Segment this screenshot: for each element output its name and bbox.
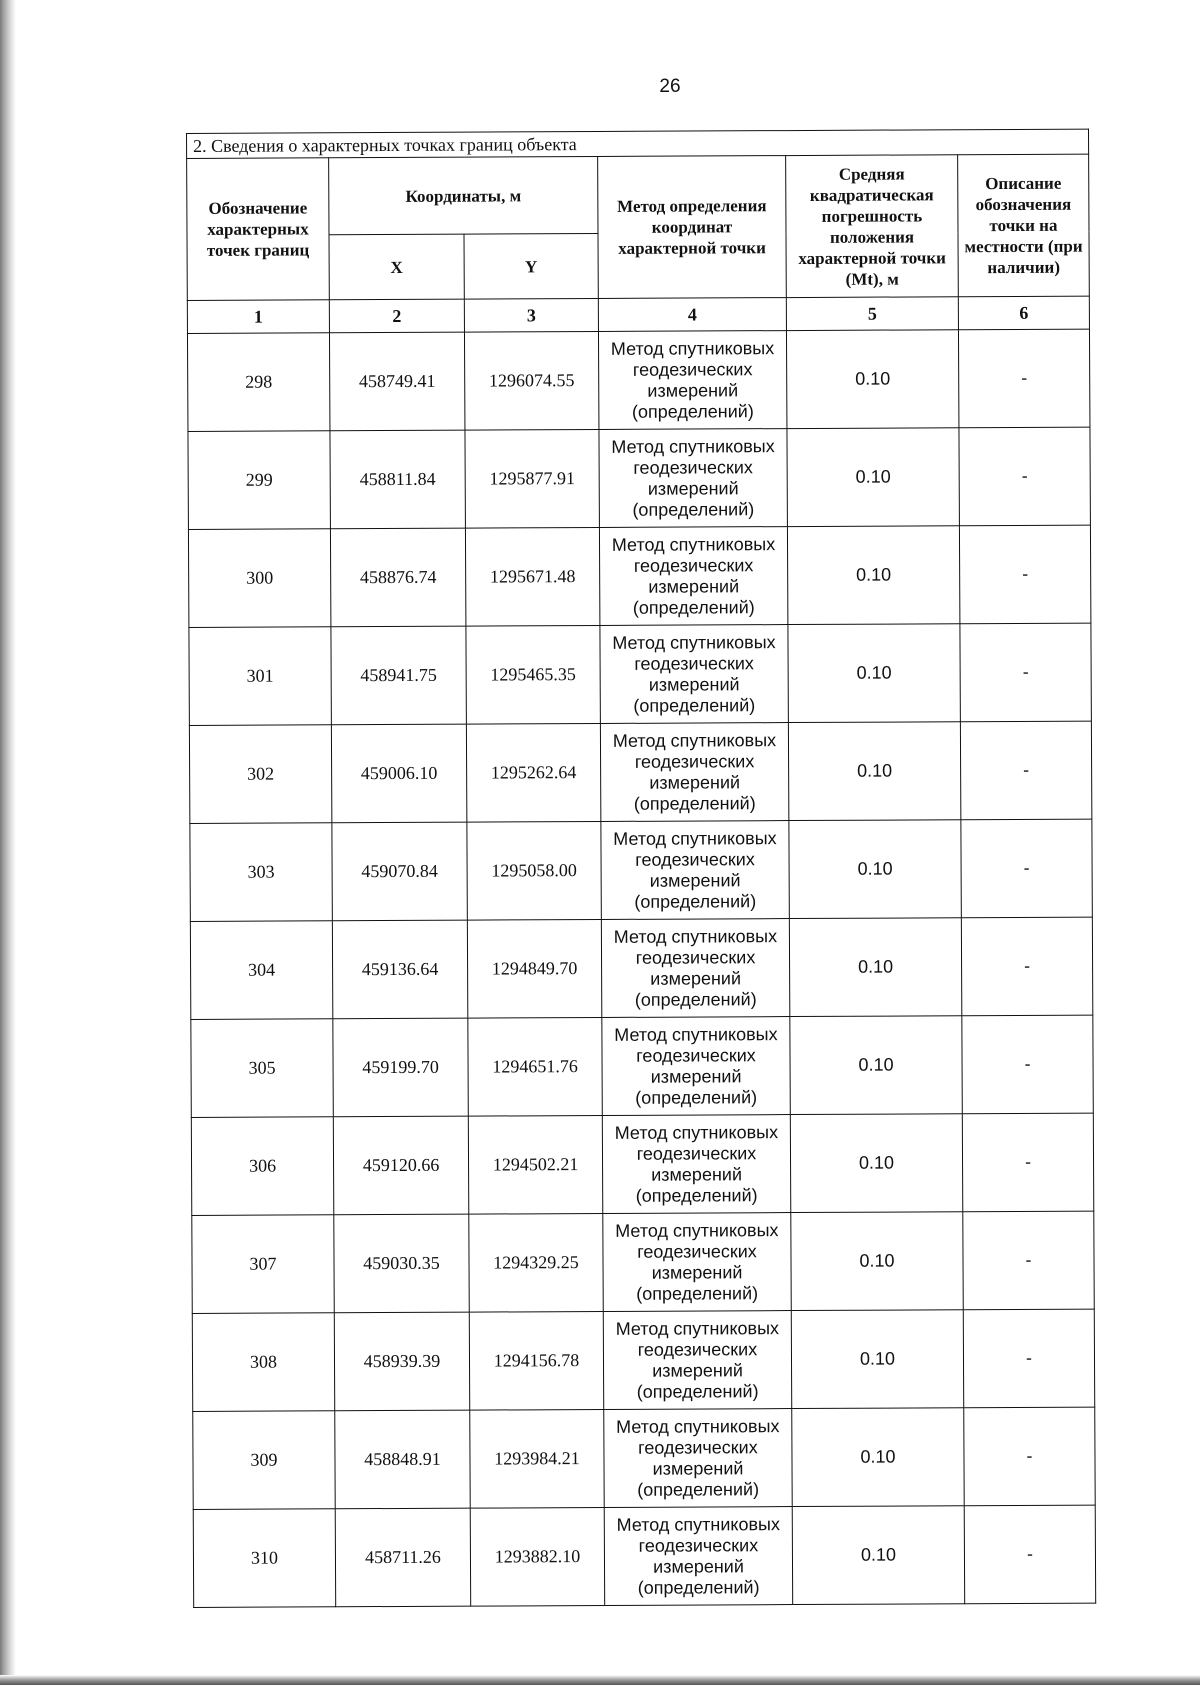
- cell-method: Метод спутниковых геодезических измерений (определений): [598, 331, 786, 430]
- cell-coord-x: 459030.35: [334, 1214, 469, 1313]
- header-method: Метод определения координат характерной точки: [598, 156, 787, 299]
- cell-coord-y: 1295877.91: [465, 429, 599, 528]
- cell-point-id: 307: [192, 1215, 334, 1314]
- cell-description: -: [963, 1211, 1095, 1310]
- cell-accuracy: 0.10: [787, 526, 959, 625]
- cell-accuracy: 0.10: [790, 1114, 962, 1213]
- table-row: [189, 721, 1091, 823]
- column-number: 1: [187, 300, 329, 334]
- cell-method: Метод спутниковых геодезических измерений (определений): [599, 429, 787, 528]
- column-number: 5: [786, 297, 958, 331]
- cell-accuracy: 0.10: [786, 330, 958, 429]
- page-number: 26: [659, 76, 681, 97]
- cell-method: Метод спутниковых геодезических измерений (определений): [600, 625, 788, 724]
- table-row: [192, 1211, 1094, 1313]
- table-row: [187, 329, 1089, 431]
- cell-accuracy: 0.10: [788, 722, 960, 821]
- cell-method: Метод спутниковых геодезических измерений (определений): [603, 1213, 791, 1312]
- cell-description: -: [960, 623, 1092, 722]
- header-description: Описание обозначения точки на местности (при наличии): [958, 154, 1090, 297]
- column-number: 3: [464, 298, 598, 332]
- cell-coord-y: 1296074.55: [464, 331, 598, 430]
- cell-coord-x: 458749.41: [329, 332, 464, 431]
- cell-coord-y: 1294651.76: [468, 1017, 602, 1116]
- cell-coord-y: 1293882.10: [470, 1507, 604, 1606]
- cell-description: -: [960, 721, 1092, 820]
- cell-method: Метод спутниковых геодезических измерений (определений): [604, 1409, 792, 1508]
- cell-accuracy: 0.10: [789, 918, 961, 1017]
- cell-description: -: [964, 1407, 1096, 1506]
- cell-point-id: 298: [187, 333, 329, 432]
- header-coordinates: Координаты, м: [329, 156, 598, 234]
- cell-coord-x: 459006.10: [331, 724, 466, 823]
- cell-coord-y: 1294502.21: [468, 1115, 602, 1214]
- header-accuracy: Средняя квадратическая погрешность положения характерной точки (Mt), м: [786, 155, 959, 298]
- cell-coord-y: 1295671.48: [465, 527, 599, 626]
- cell-accuracy: 0.10: [790, 1016, 962, 1115]
- cell-accuracy: 0.10: [791, 1212, 963, 1311]
- cell-coord-x: 458848.91: [335, 1410, 470, 1509]
- cell-point-id: 305: [191, 1019, 333, 1118]
- cell-coord-x: 458876.74: [330, 528, 465, 627]
- cell-coord-y: 1294849.70: [467, 919, 601, 1018]
- cell-coord-x: 459136.64: [332, 920, 467, 1019]
- cell-coord-y: 1294329.25: [469, 1213, 603, 1312]
- table-caption: 2. Сведения о характерных точках границ объекта: [187, 129, 1089, 158]
- cell-coord-y: 1295262.64: [466, 723, 600, 822]
- header-row: [187, 154, 1089, 235]
- table-row: [191, 1113, 1093, 1215]
- scan-edge-left: [0, 0, 16, 1685]
- cell-coord-y: 1293984.21: [470, 1409, 604, 1508]
- header-x: X: [329, 234, 464, 300]
- cell-coord-x: 459199.70: [333, 1018, 468, 1117]
- cell-accuracy: 0.10: [789, 820, 961, 919]
- boundary-points-table: [186, 129, 1096, 1608]
- cell-accuracy: 0.10: [788, 624, 960, 723]
- cell-method: Метод спутниковых геодезических измерений (определений): [602, 1017, 790, 1116]
- cell-point-id: 302: [189, 725, 331, 824]
- cell-description: -: [962, 1015, 1094, 1114]
- cell-point-id: 300: [188, 529, 330, 628]
- cell-method: Метод спутниковых геодезических измерений (определений): [601, 821, 789, 920]
- cell-description: -: [959, 427, 1091, 526]
- cell-coord-x: 458711.26: [335, 1508, 470, 1607]
- cell-point-id: 306: [191, 1117, 333, 1216]
- table-row: [191, 1015, 1093, 1117]
- cell-method: Метод спутниковых геодезических измерений (определений): [604, 1507, 792, 1606]
- cell-description: -: [961, 917, 1093, 1016]
- cell-accuracy: 0.10: [791, 1310, 963, 1409]
- cell-point-id: 301: [189, 627, 331, 726]
- cell-point-id: 308: [192, 1313, 334, 1412]
- cell-point-id: 310: [193, 1509, 335, 1608]
- cell-accuracy: 0.10: [792, 1408, 964, 1507]
- cell-method: Метод спутниковых геодезических измерений (определений): [603, 1311, 791, 1410]
- cell-description: -: [963, 1309, 1095, 1408]
- cell-coord-x: 458941.75: [331, 626, 466, 725]
- cell-coord-x: 459070.84: [332, 822, 467, 921]
- table-row: [190, 917, 1092, 1019]
- cell-description: -: [958, 329, 1090, 428]
- cell-description: -: [962, 1113, 1094, 1212]
- table-row: [193, 1407, 1095, 1509]
- cell-description: -: [961, 819, 1093, 918]
- cell-point-id: 309: [193, 1411, 335, 1510]
- table-row: [193, 1505, 1095, 1607]
- cell-point-id: 299: [188, 431, 330, 530]
- cell-coord-y: 1295058.00: [467, 821, 601, 920]
- cell-description: -: [959, 525, 1091, 624]
- column-number: 2: [329, 299, 464, 333]
- cell-method: Метод спутниковых геодезических измерений (определений): [602, 1115, 790, 1214]
- cell-point-id: 304: [190, 921, 332, 1020]
- cell-accuracy: 0.10: [787, 428, 959, 527]
- cell-description: -: [964, 1505, 1096, 1604]
- cell-coord-y: 1294156.78: [469, 1311, 603, 1410]
- cell-method: Метод спутниковых геодезических измерений (определений): [599, 527, 787, 626]
- scan-edge-bottom: [0, 1675, 1200, 1685]
- cell-coord-x: 458811.84: [330, 430, 465, 529]
- table-row: [190, 819, 1092, 921]
- cell-method: Метод спутниковых геодезических измерений (определений): [600, 723, 788, 822]
- column-number: 4: [598, 298, 786, 332]
- header-designation: Обозначение характерных точек границ: [187, 158, 330, 301]
- table-row: [188, 525, 1090, 627]
- column-number: 6: [958, 296, 1089, 330]
- table-row: [189, 623, 1091, 725]
- cell-coord-x: 459120.66: [333, 1116, 468, 1215]
- cell-coord-y: 1295465.35: [466, 625, 600, 724]
- cell-point-id: 303: [190, 823, 332, 922]
- column-number-row: [187, 296, 1089, 333]
- cell-accuracy: 0.10: [792, 1506, 964, 1605]
- cell-method: Метод спутниковых геодезических измерений (определений): [601, 919, 789, 1018]
- table-row: [192, 1309, 1094, 1411]
- header-y: Y: [464, 233, 598, 299]
- table-row: [188, 427, 1090, 529]
- cell-coord-x: 458939.39: [334, 1312, 469, 1411]
